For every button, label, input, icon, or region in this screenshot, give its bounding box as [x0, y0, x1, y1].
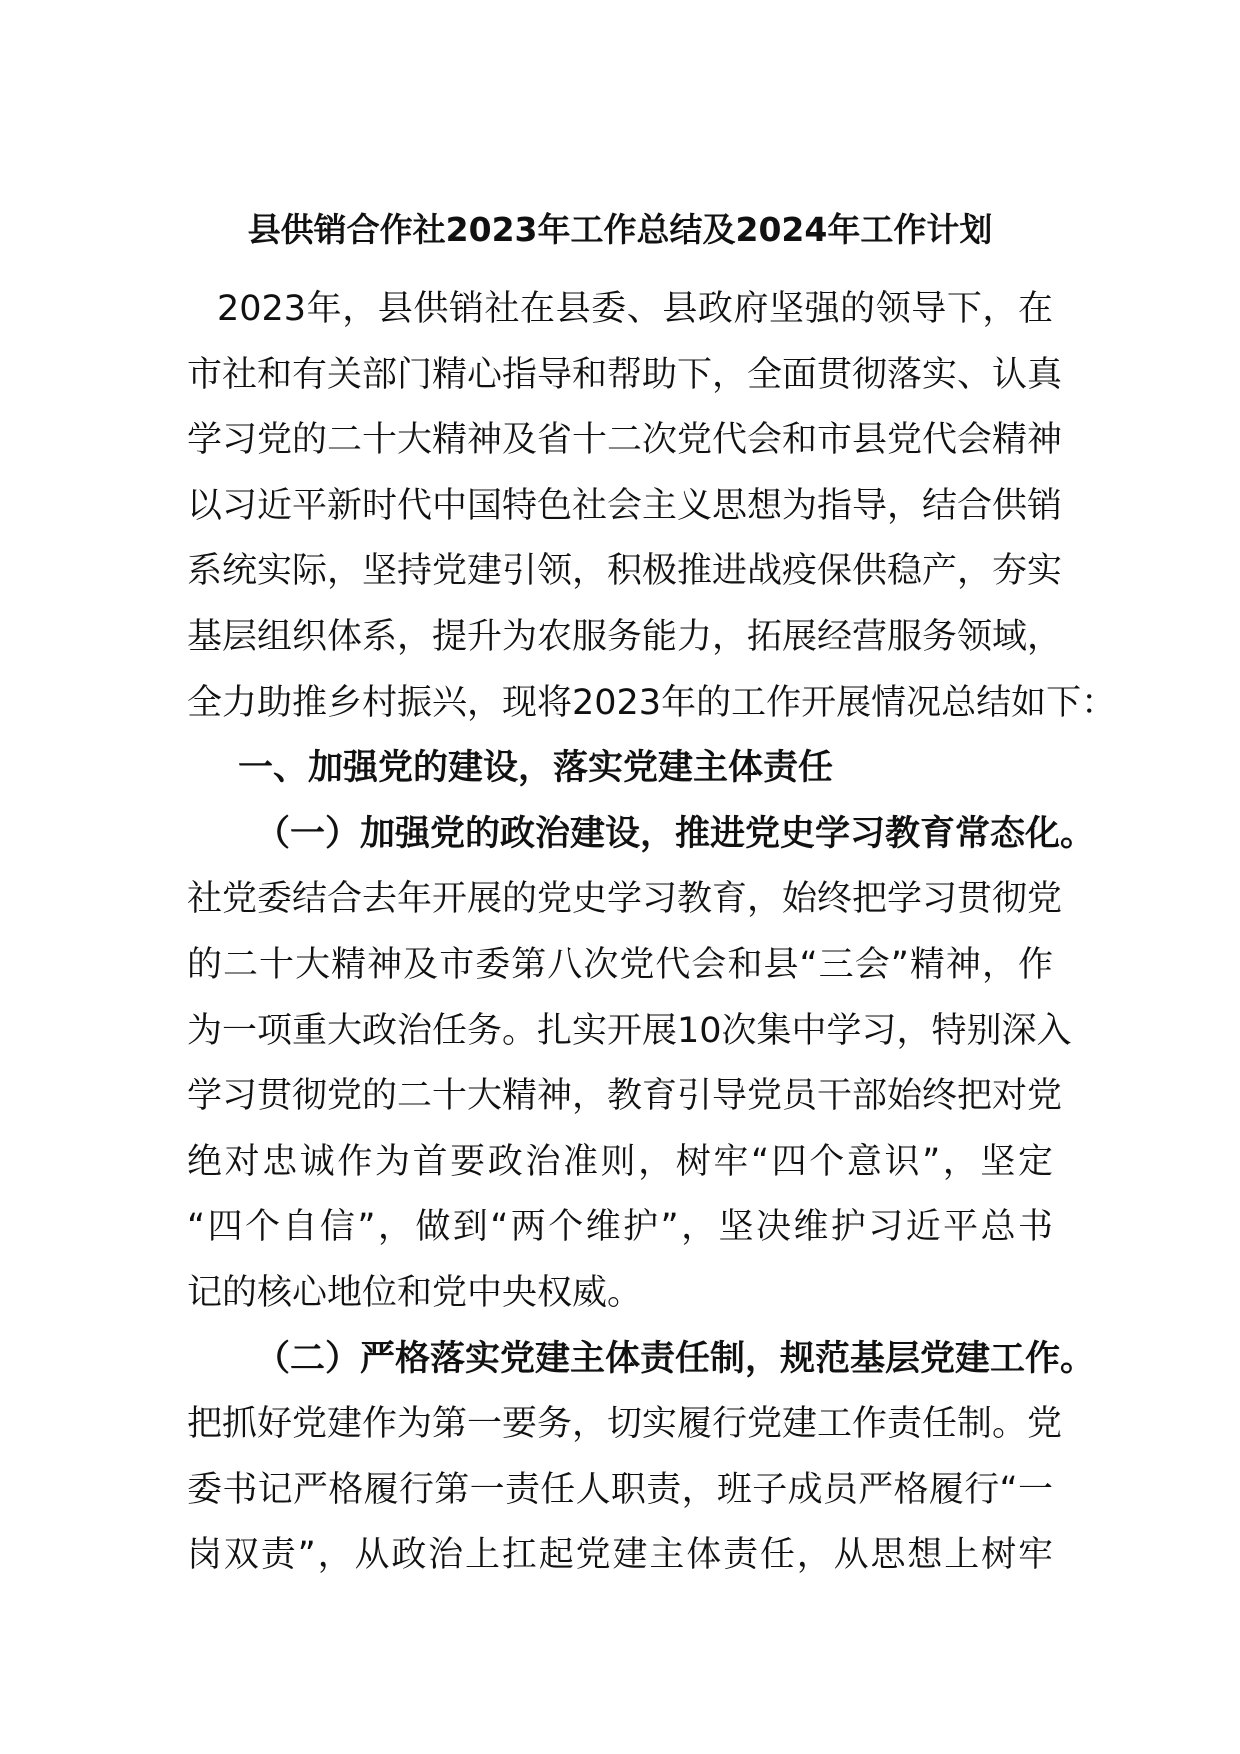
document-title: 县供销合作社2023年工作总结及2024年工作计划	[247, 210, 993, 249]
paragraph-line: 学习贯彻党的二十大精神，教育引导党员干部始终把对党	[187, 1076, 1063, 1116]
subsection-heading: （二）严格落实党建主体责任制，规范基层党建工作。	[255, 1339, 1096, 1379]
paragraph-line: 系统实际，坚持党建引领，积极推进战疫保供稳产，夯实	[187, 551, 1063, 591]
paragraph-line: 记的核心地位和党中央权威。	[187, 1273, 643, 1313]
subsection-heading: （一）加强党的政治建设，推进党史学习教育常态化。	[255, 814, 1096, 854]
paragraph-line: 的二十大精神及市委第八次党代会和县“三会”精神，作	[187, 945, 1053, 985]
paragraph-line: 岗双责”，从政治上扛起党建主体责任，从思想上树牢	[187, 1535, 1053, 1575]
paragraph-line: 2023年，县供销社在县委、县政府坚强的领导下，在	[217, 289, 1053, 329]
paragraph-line: 基层组织体系，提升为农服务能力，拓展经营服务领域，	[187, 617, 1063, 657]
paragraph-line: 市社和有关部门精心指导和帮助下，全面贯彻落实、认真	[187, 355, 1063, 395]
paragraph-line: 全力助推乡村振兴，现将2023年的工作开展情况总结如下：	[187, 683, 1117, 723]
paragraph-line: 以习近平新时代中国特色社会主义思想为指导，结合供销	[187, 486, 1063, 526]
section-heading: 一、加强党的建设，落实党建主体责任	[238, 748, 834, 788]
paragraph-line: 为一项重大政治任务。扎实开展10次集中学习，特别深入	[187, 1011, 1072, 1051]
paragraph-line: 社党委结合去年开展的党史学习教育，始终把学习贯彻党	[187, 879, 1063, 919]
paragraph-line: 委书记严格履行第一责任人职责，班子成员严格履行“一	[187, 1470, 1053, 1510]
paragraph-line: 绝对忠诚作为首要政治准则，树牢“四个意识”，坚定	[187, 1142, 1053, 1182]
paragraph-line: 学习党的二十大精神及省十二次党代会和市县党代会精神	[187, 420, 1063, 460]
paragraph-line: “四个自信”，做到“两个维护”，坚决维护习近平总书	[187, 1207, 1053, 1247]
paragraph-line: 把抓好党建作为第一要务，切实履行党建工作责任制。党	[187, 1404, 1063, 1444]
